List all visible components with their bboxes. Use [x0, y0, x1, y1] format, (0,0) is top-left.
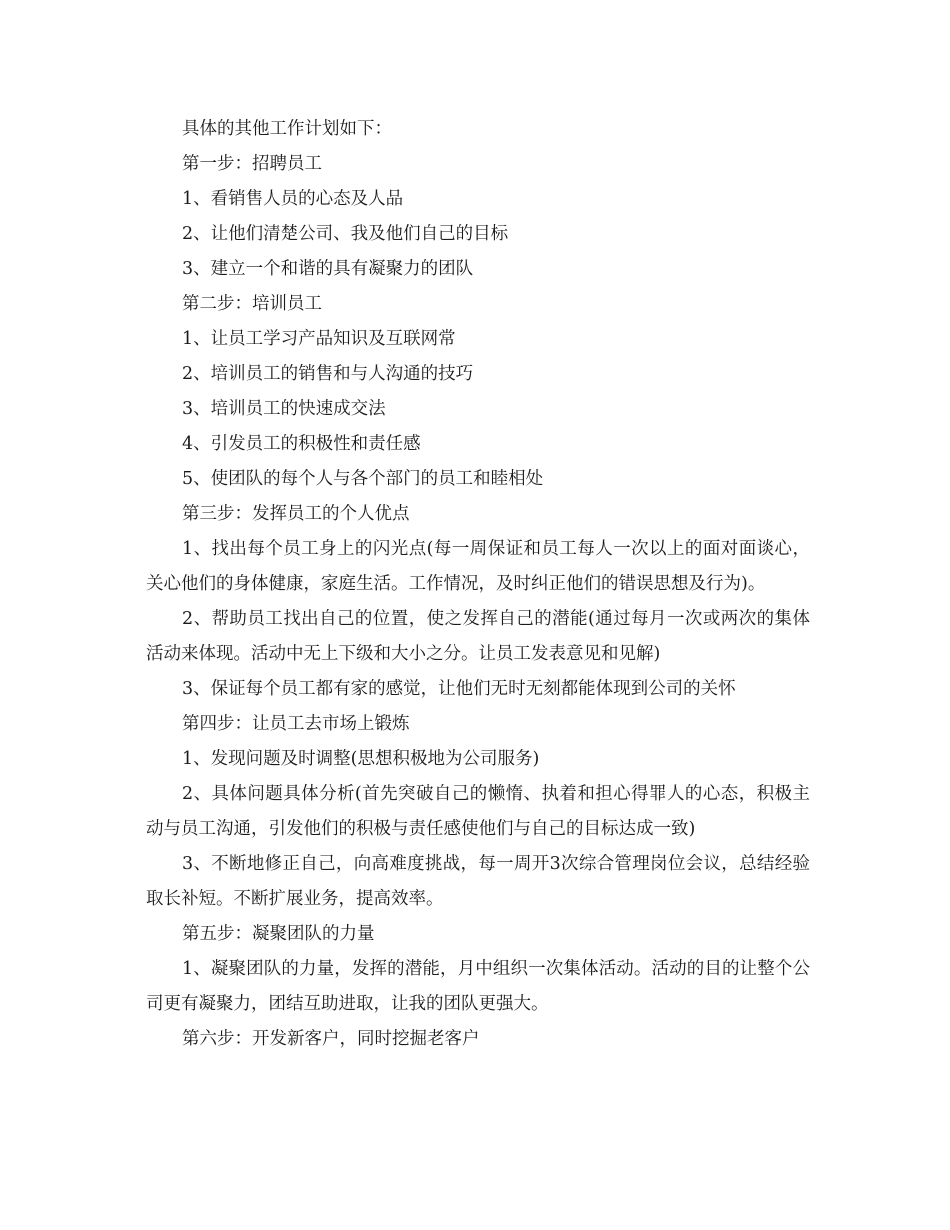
step-2-item-2: 2、培训员工的销售和与人沟通的技巧: [182, 364, 474, 384]
step-2-item-1: 1、让员工学习产品知识及互联网常: [182, 329, 456, 349]
step-4-item-3: 3、不断地修正自己，向高难度挑战，每一周开3次综合管理岗位会议，总结经验取长补短。不断扩展业务，提高效率。: [146, 854, 810, 909]
step-2-item-5: 5、使团队的每个人与各个部门的员工和睦相处: [182, 469, 544, 489]
step-2-heading: 第二步：培训员工: [182, 294, 322, 314]
step-1-item-1: 1、看销售人员的心态及人品: [182, 189, 404, 209]
document-body: [146, 112, 810, 1057]
step-2-item-3: 3、培训员工的快速成交法: [182, 399, 386, 419]
step-3-item-2: 2、帮助员工找出自己的位置，使之发挥自己的潜能(通过每月一次或两次的集体活动来体现。活动中无上下级和大小之分。让员工发表意见和见解): [146, 609, 810, 664]
step-4-item-2: 2、具体问题具体分析(首先突破自己的懒惰、执着和担心得罪人的心态，积极主动与员工沟通，引发他们的积极与责任感使他们与自己的目标达成一致): [146, 784, 810, 839]
step-3-item-3: 3、保证每个员工都有家的感觉，让他们无时无刻都能体现到公司的关怀: [182, 679, 736, 699]
intro-line: 具体的其他工作计划如下：: [182, 119, 392, 139]
step-6-heading: 第六步：开发新客户，同时挖掘老客户: [182, 1029, 480, 1049]
step-5-heading: 第五步：凝聚团队的力量: [182, 924, 375, 944]
step-3-item-1: 1、找出每个员工身上的闪光点(每一周保证和员工每人一次以上的面对面谈心，关心他们的身体健康，家庭生活。工作情况，及时纠正他们的错误思想及行为)。: [146, 539, 810, 594]
step-3-heading: 第三步：发挥员工的个人优点: [182, 504, 410, 524]
step-1-item-2: 2、让他们清楚公司、我及他们自己的目标: [182, 224, 509, 244]
step-4-item-1: 1、发现问题及时调整(思想积极地为公司服务): [182, 749, 540, 769]
step-1-heading: 第一步：招聘员工: [182, 154, 322, 174]
step-4-heading: 第四步：让员工去市场上锻炼: [182, 714, 410, 734]
step-2-item-4: 4、引发员工的积极性和责任感: [182, 434, 421, 454]
step-1-item-3: 3、建立一个和谐的具有凝聚力的团队: [182, 259, 474, 279]
step-5-item-1: 1、凝聚团队的力量，发挥的潜能，月中组织一次集体活动。活动的目的让整个公司更有凝聚力，团结互助进取，让我的团队更强大。: [146, 959, 810, 1014]
